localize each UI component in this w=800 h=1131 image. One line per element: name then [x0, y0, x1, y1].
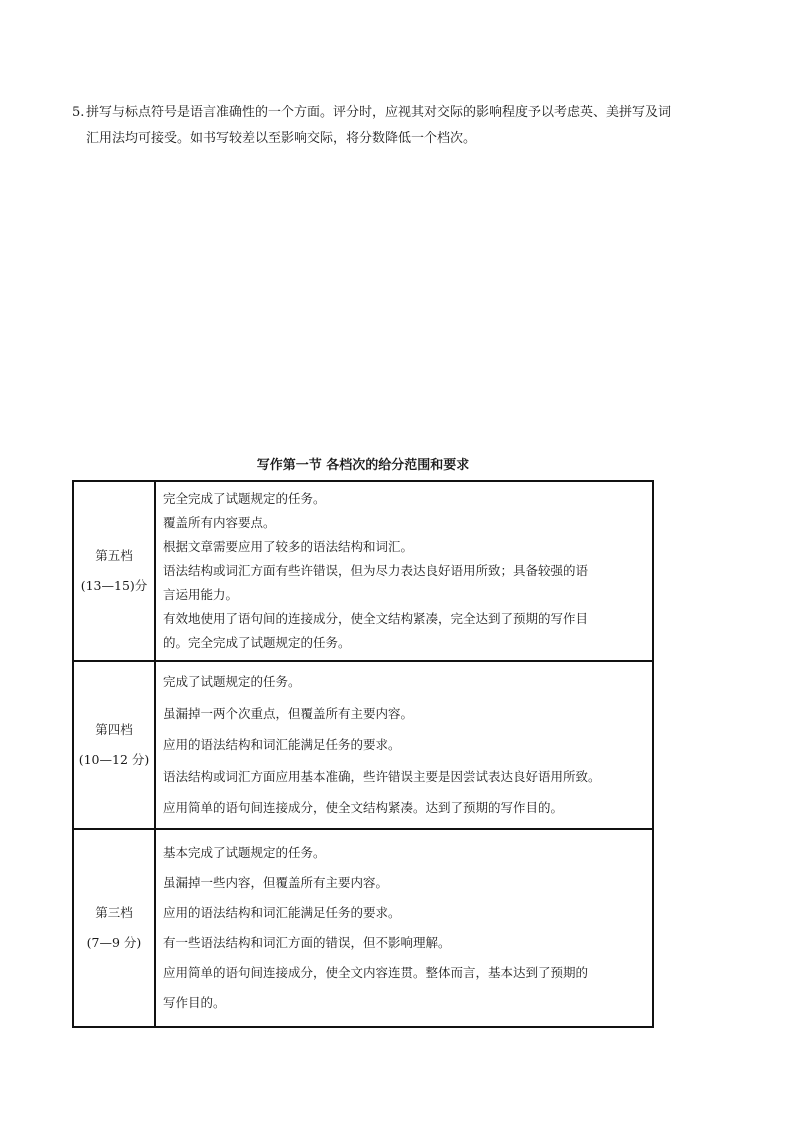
requirement-line: 写作目的。 [163, 995, 226, 1010]
level-cell [73, 829, 155, 1027]
requirements-cell [155, 481, 653, 661]
requirement-line: 有一些语法结构和词汇方面的错误，但不影响理解。 [163, 935, 451, 950]
level-name: 第四档 [95, 722, 133, 737]
requirement-line: 语法结构或词汇方面有些许错误，但为尽力表达良好语用所致；具备较强的语 [163, 563, 589, 578]
requirement-line: 基本完成了试题规定的任务。 [163, 845, 326, 860]
requirement-line: 言运用能力。 [163, 587, 239, 602]
requirement-line: 完全完成了试题规定的任务。 [163, 491, 326, 506]
level-name: 第五档 [95, 548, 133, 563]
requirement-line: 虽漏掉一些内容，但覆盖所有主要内容。 [163, 875, 389, 890]
requirement-line: 完成了试题规定的任务。 [163, 674, 301, 690]
level-cell [73, 481, 155, 661]
requirement-line: 覆盖所有内容要点。 [163, 515, 276, 530]
level-cell [73, 661, 155, 829]
requirement-line: 应用简单的语句间连接成分，使全文内容连贯。整体而言，基本达到了预期的 [163, 965, 589, 980]
table-title: 写作第一节 各档次的给分范围和要求 [256, 458, 470, 473]
requirement-line: 应用简单的语句间连接成分，使全文结构紧凑。达到了预期的写作目的。 [163, 800, 564, 816]
scoring-note [72, 100, 732, 152]
level-range: (13—15)分 [80, 578, 148, 593]
requirement-line: 虽漏掉一两个次重点，但覆盖所有主要内容。 [163, 705, 414, 721]
table-row [73, 829, 653, 1027]
requirement-line: 应用的语法结构和词汇能满足任务的要求。 [163, 905, 401, 920]
requirement-line: 的。完全完成了试题规定的任务。 [163, 635, 351, 650]
level-range: (10—12 分) [78, 752, 150, 767]
note-line-1 [72, 100, 732, 126]
requirements-cell [155, 661, 653, 829]
requirement-line: 语法结构或词汇方面应用基本准确，些许错误主要是因尝试表达良好语用所致。 [163, 768, 601, 784]
table-row [73, 481, 653, 661]
grading-table [72, 480, 654, 1028]
note-line-2: 汇用法均可接受。如书写较差以至影响交际，将分数降低一个档次。 [86, 131, 477, 146]
requirement-line: 应用的语法结构和词汇能满足任务的要求。 [163, 737, 401, 753]
level-range: (7—9 分) [86, 935, 142, 950]
note-number: 5. [72, 105, 85, 120]
requirement-line: 根据文章需要应用了较多的语法结构和词汇。 [163, 539, 414, 554]
requirement-line: 有效地使用了语句间的连接成分，使全文结构紧凑，完全达到了预期的写作目 [163, 611, 589, 626]
requirements-cell [155, 829, 653, 1027]
table-row [73, 661, 653, 829]
note-text-1: 拼写与标点符号是语言准确性的一个方面。评分时，应视其对交际的影响程度予以考虑英、美拼写及词 [86, 105, 672, 120]
level-name: 第三档 [95, 905, 133, 920]
